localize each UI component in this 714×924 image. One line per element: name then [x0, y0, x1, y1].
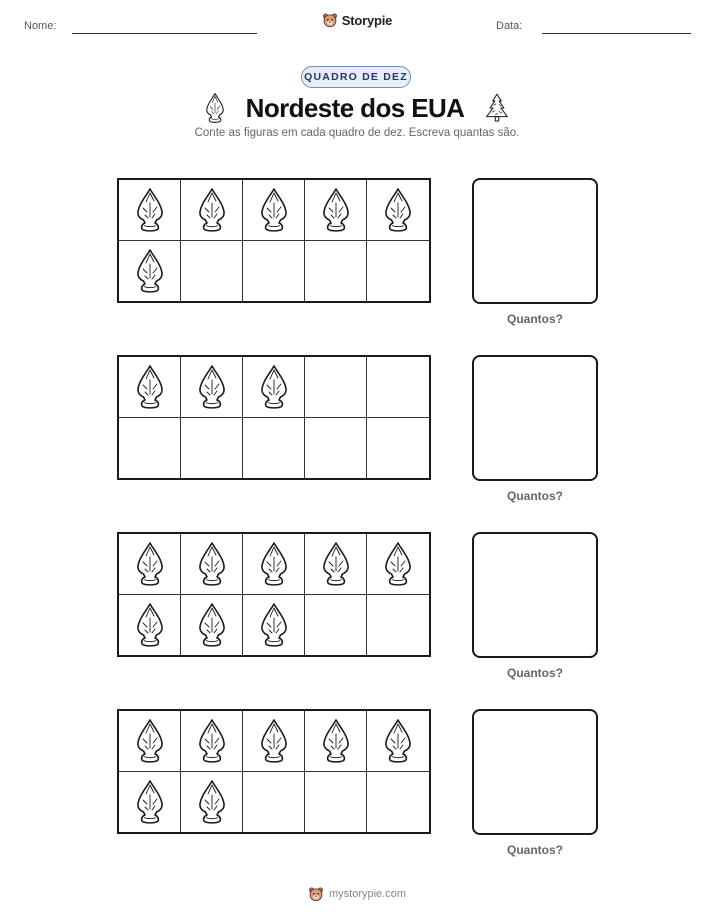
ten-frame-cell	[305, 711, 367, 772]
ten-frame-cell	[367, 595, 429, 656]
footer	[0, 886, 714, 902]
ten-frame-cell	[119, 711, 181, 772]
answer-box[interactable]	[472, 178, 598, 304]
date-line[interactable]	[542, 33, 691, 34]
arrowhead-icon	[320, 187, 352, 233]
ten-frame-cell	[243, 772, 305, 833]
ten-frame-cell	[181, 534, 243, 595]
arrowhead-icon	[196, 187, 228, 233]
name-label: Nome:	[24, 20, 57, 32]
ten-frame-cell	[367, 418, 429, 479]
ten-frame-cell	[181, 772, 243, 833]
storypie-mascot-icon	[308, 886, 324, 902]
ten-frame-cell	[305, 534, 367, 595]
arrowhead-icon	[134, 187, 166, 233]
ten-frame-cell	[119, 241, 181, 302]
ten-frame-cell	[243, 241, 305, 302]
page-title: Nordeste dos EUA	[245, 92, 465, 123]
ten-frame-cell	[119, 534, 181, 595]
ten-frame-cell	[367, 180, 429, 241]
ten-frame-cell	[181, 711, 243, 772]
ten-frame-cell	[305, 772, 367, 833]
arrowhead-icon	[196, 364, 228, 410]
arrowhead-icon	[196, 779, 228, 825]
ten-frame-cell	[243, 595, 305, 656]
ten-frame-cell	[181, 180, 243, 241]
ten-frame-cell	[119, 357, 181, 418]
ten-frame-cell	[305, 241, 367, 302]
answer-label: Quantos?	[507, 843, 563, 857]
name-line[interactable]	[72, 33, 257, 34]
arrowhead-icon	[258, 718, 290, 764]
ten-frame-cell	[181, 241, 243, 302]
answer-box[interactable]	[472, 532, 598, 658]
ten-frame-cell	[119, 418, 181, 479]
ten-frame-cell	[243, 418, 305, 479]
answer-box[interactable]	[472, 355, 598, 481]
arrowhead-icon	[134, 364, 166, 410]
arrowhead-icon	[258, 364, 290, 410]
ten-frame-cell	[367, 534, 429, 595]
answer-label: Quantos?	[507, 666, 563, 680]
arrowhead-icon	[258, 602, 290, 648]
storypie-mascot-icon	[322, 12, 338, 28]
answer-box[interactable]	[472, 709, 598, 835]
ten-frame-cell	[181, 357, 243, 418]
ten-frame	[117, 355, 431, 480]
ten-frame-cell	[119, 180, 181, 241]
instructions: Conte as figuras em cada quadro de dez. Escreva quantas são.	[194, 127, 520, 139]
ten-frame-cell	[243, 534, 305, 595]
ten-frame-cell	[305, 418, 367, 479]
date-label: Data:	[496, 20, 523, 32]
ten-frame-cell	[305, 595, 367, 656]
answer-label: Quantos?	[507, 489, 563, 503]
brand-name: Storypie	[341, 12, 393, 28]
arrowhead-icon	[134, 602, 166, 648]
arrowhead-icon	[320, 541, 352, 587]
arrowhead-icon	[196, 541, 228, 587]
brand-logo	[0, 12, 714, 28]
arrowhead-icon	[134, 718, 166, 764]
arrowhead-icon	[382, 718, 414, 764]
arrowhead-icon	[196, 718, 228, 764]
ten-frame-cell	[305, 357, 367, 418]
ten-frame-cell	[243, 357, 305, 418]
ten-frame	[117, 532, 431, 657]
ten-frame	[117, 178, 431, 303]
arrowhead-icon	[204, 92, 226, 124]
pine-tree-icon	[484, 93, 510, 123]
arrowhead-icon	[258, 541, 290, 587]
arrowhead-icon	[258, 187, 290, 233]
arrowhead-icon	[134, 779, 166, 825]
ten-frame-cell	[367, 711, 429, 772]
arrowhead-icon	[134, 541, 166, 587]
ten-frame-cell	[367, 357, 429, 418]
title-row	[0, 90, 714, 126]
ten-frame-cell	[181, 595, 243, 656]
ten-frame-cell	[243, 180, 305, 241]
arrowhead-icon	[134, 248, 166, 294]
answer-label: Quantos?	[507, 312, 563, 326]
arrowhead-icon	[382, 541, 414, 587]
footer-url: mystorypie.com	[328, 888, 407, 900]
ten-frame-cell	[119, 772, 181, 833]
arrowhead-icon	[382, 187, 414, 233]
arrowhead-icon	[320, 718, 352, 764]
ten-frame-cell	[367, 241, 429, 302]
worksheet-type-badge: QUADRO DE DEZ	[301, 66, 411, 88]
ten-frame	[117, 709, 431, 834]
ten-frame-cell	[305, 180, 367, 241]
ten-frame-cell	[181, 418, 243, 479]
arrowhead-icon	[196, 602, 228, 648]
ten-frame-cell	[367, 772, 429, 833]
ten-frame-cell	[119, 595, 181, 656]
ten-frame-cell	[243, 711, 305, 772]
